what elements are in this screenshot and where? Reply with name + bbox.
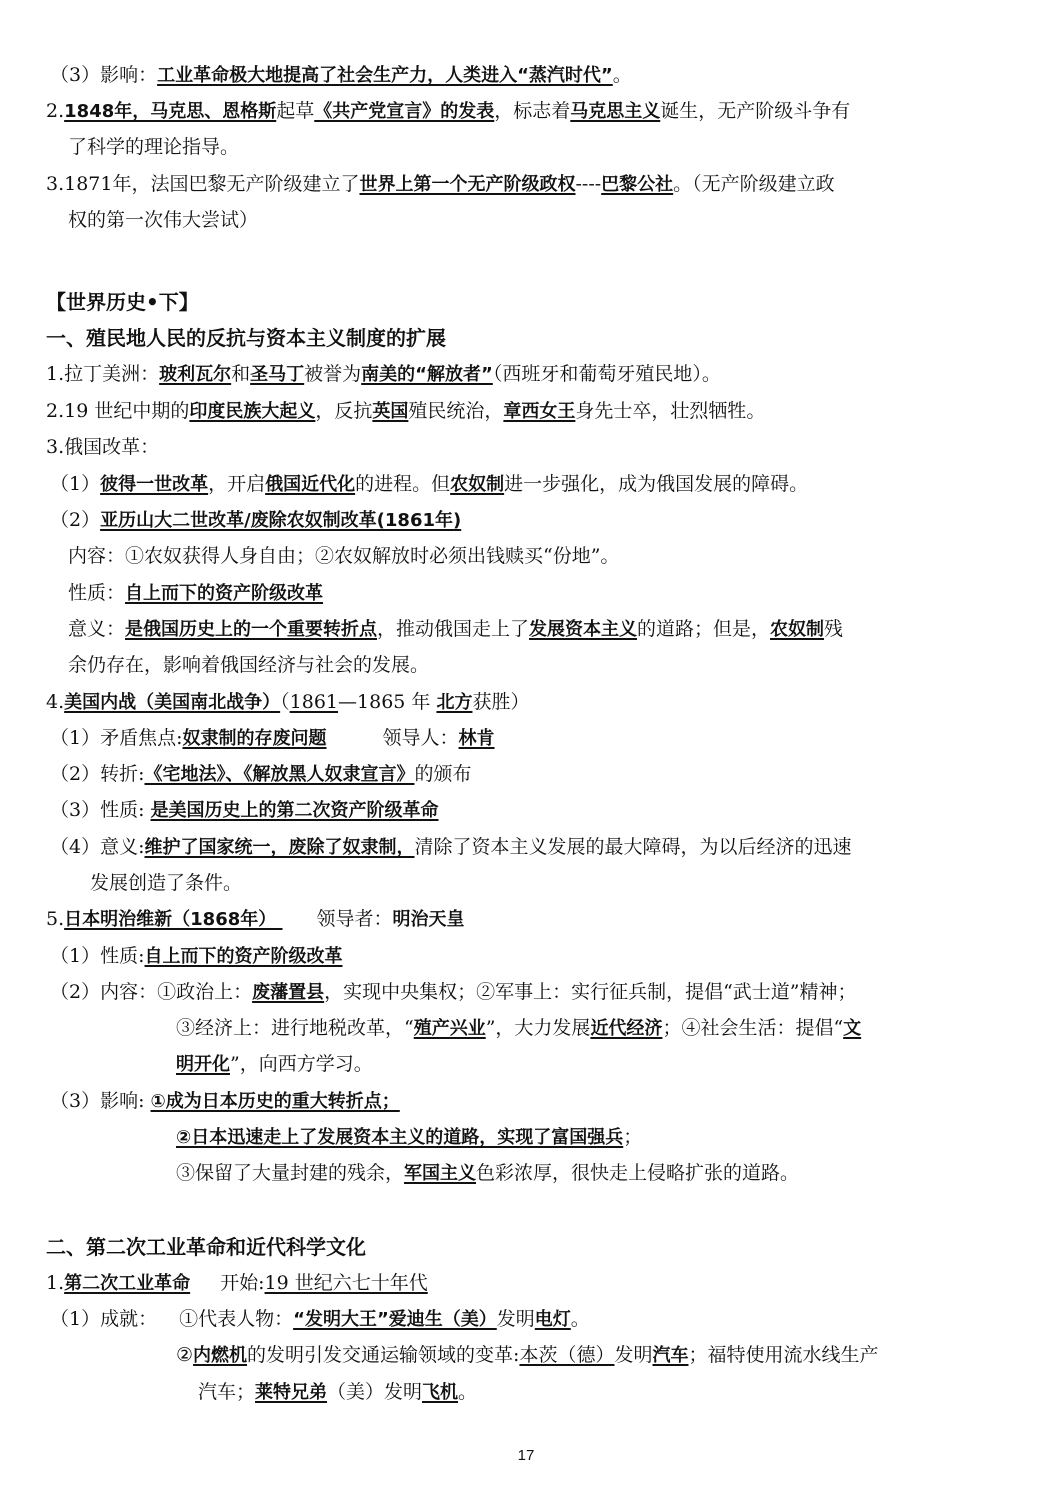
key-point: 印度民族大起义 — [189, 401, 316, 422]
key-point: 电灯 — [534, 1309, 571, 1330]
meiji-content — [50, 979, 857, 1006]
key-point: 是俄国历史上的一个重要转折点 — [125, 619, 378, 640]
communist-manifesto-line — [46, 98, 850, 125]
text: 色彩浓厚，很快走上侵略扩张的道路。 — [476, 1162, 800, 1184]
text: 3.1871年，法国巴黎无产阶级建立了 — [46, 173, 360, 195]
text: 发明 — [496, 1308, 535, 1330]
text: ③保留了大量封建的残余， — [176, 1162, 405, 1184]
text: （3）影响： — [50, 64, 158, 86]
key-point: 近代经济 — [590, 1018, 663, 1039]
meiji-impact — [50, 1088, 400, 1115]
meiji-restoration-line — [46, 906, 465, 933]
page-number: 17 — [517, 1447, 535, 1464]
text: 内容：①农奴获得人身自由；②农奴解放时必须出钱赎买“份地”。 — [68, 545, 620, 567]
american-civil-war-line — [46, 689, 529, 716]
alexander-reform-nature — [68, 580, 323, 607]
text: 残 — [824, 618, 844, 640]
key-point: 文 — [843, 1018, 862, 1039]
key-point: 《共产党宣言》的发表 — [314, 101, 495, 122]
key-point: 南美的“解放者” — [361, 364, 493, 385]
text: 的进程。但 — [355, 473, 451, 495]
text: （ — [280, 691, 290, 713]
text: 2. — [46, 100, 65, 122]
alexander-reform-content — [68, 543, 619, 569]
key-point: 汽车 — [652, 1345, 689, 1366]
key-point: 发展资本主义 — [529, 619, 638, 640]
section-1-title: 一、殖民地人民的反抗与资本主义制度的扩展 — [46, 326, 446, 350]
text: （1）成就： — [50, 1308, 158, 1330]
meiji-impact-2 — [176, 1124, 642, 1151]
key-point: 美国内战（美国南北战争） — [64, 692, 281, 713]
civil-war-focus — [50, 725, 495, 752]
text: 。 — [458, 1381, 478, 1403]
russia-reform-heading — [46, 434, 159, 460]
meiji-nature — [50, 943, 343, 970]
meiji-content-cont — [176, 1015, 861, 1042]
text: 汽车； — [198, 1381, 256, 1403]
key-point: 世界上第一个无产阶级政权 — [359, 174, 576, 195]
civil-war-nature — [50, 797, 439, 824]
key-point: 林肯 — [458, 728, 495, 749]
text: （3）影响: — [50, 1090, 151, 1112]
text: 。 — [570, 1308, 590, 1330]
meiji-impact-3 — [176, 1160, 799, 1187]
key-point: 英国 — [372, 401, 409, 422]
key-point: 自上而下的资产阶级改革 — [144, 946, 343, 967]
communist-manifesto-line-cont — [68, 134, 239, 160]
key-point: 本茨（德） — [519, 1344, 615, 1366]
key-point: 是美国历史上的第二次资产阶级革命 — [150, 800, 439, 821]
text: ①代表人物： — [179, 1308, 294, 1330]
meiji-content-cont2 — [176, 1051, 373, 1078]
key-point: 亚历山大二世改革/废除农奴制改革(1861年) — [100, 510, 462, 531]
text: （4）意义: — [50, 836, 145, 858]
key-point: 莱特兄弟 — [255, 1382, 328, 1403]
text: ，开启 — [208, 473, 266, 495]
text: （西班牙和葡萄牙殖民地）。 — [492, 363, 721, 385]
key-point: 内燃机 — [193, 1345, 248, 1366]
text: 的颁布 — [414, 763, 472, 785]
key-point: 农奴制 — [450, 474, 505, 495]
text: 1.拉丁美洲： — [46, 363, 160, 385]
text: 1. — [46, 1272, 65, 1294]
civil-war-turning-point — [50, 761, 472, 788]
key-point: 19 世纪六七十年代 — [264, 1272, 428, 1294]
key-point: “发明大王”爱迪生（美） — [293, 1309, 497, 1330]
text: （3）性质: — [50, 799, 151, 821]
text: ② — [176, 1344, 194, 1366]
text: —1865 年 — [338, 691, 437, 713]
alexander-reform-significance-cont — [68, 652, 429, 678]
key-point: ②日本迅速走上了发展资本主义的道路，实现了富国强兵 — [176, 1127, 624, 1148]
latin-america-line — [46, 361, 721, 388]
second-industrial-revolution-line — [46, 1270, 428, 1297]
text: 清除了资本主义发展的最大障碍，为以后经济的迅速 — [414, 836, 852, 858]
text: 的发明引发交通运输领域的变革: — [247, 1344, 520, 1366]
civil-war-significance-cont — [90, 870, 242, 896]
key-point: 奴隶制的存废问题 — [182, 728, 327, 749]
text: ；福特使用流水线生产 — [688, 1344, 879, 1366]
text: 。（无产阶级建立政 — [673, 173, 835, 195]
text: 意义： — [68, 618, 126, 640]
text: 5. — [46, 908, 65, 930]
achievements-line-2 — [176, 1342, 879, 1369]
text: 的道路；但是， — [637, 618, 771, 640]
text: 领导者： — [316, 908, 393, 930]
text: ③经济上：进行地税改革，“ — [176, 1017, 414, 1039]
key-point: 维护了国家统一，废除了奴隶制， — [144, 837, 415, 858]
text: ”，大力发展 — [485, 1017, 591, 1039]
key-point: 军国主义 — [404, 1163, 477, 1184]
civil-war-significance — [50, 834, 852, 861]
key-point: 废藩置县 — [252, 982, 325, 1003]
key-point: 殖产兴业 — [413, 1018, 486, 1039]
key-point: 日本明治维新（1868年） — [64, 909, 283, 930]
text: ”，向西方学习。 — [230, 1053, 373, 1075]
section-2-title: 二、第二次工业革命和近代科学文化 — [46, 1235, 366, 1259]
text: ；④社会生活：提倡“ — [662, 1017, 844, 1039]
text: （1）性质: — [50, 945, 145, 967]
text: （1）矛盾焦点: — [50, 727, 183, 749]
key-point: 1861 — [289, 691, 339, 713]
key-point: 玻利瓦尔 — [159, 364, 232, 385]
text: 身先士卒，壮烈牺牲。 — [575, 400, 766, 422]
key-point: 马克思主义 — [570, 101, 661, 122]
key-point: 巴黎公社 — [601, 174, 674, 195]
key-point: 俄国近代化 — [265, 474, 356, 495]
key-point: 明开化 — [176, 1054, 230, 1075]
text: 被誉为 — [304, 363, 362, 385]
text: 获胜） — [472, 691, 530, 713]
text: ； — [623, 1126, 643, 1148]
achievements-line — [50, 1306, 590, 1333]
achievements-line-3 — [198, 1379, 477, 1406]
key-point: 飞机 — [422, 1382, 459, 1403]
text: 发明 — [614, 1344, 653, 1366]
peter-reform-line — [50, 471, 808, 498]
key-point: 1848年，马克思、恩格斯 — [64, 101, 277, 122]
text: 起草 — [276, 100, 315, 122]
text: （2）转折: — [50, 763, 145, 785]
key-point: 彼得一世改革 — [100, 474, 209, 495]
paris-commune-line-cont — [68, 207, 258, 233]
india-uprising-line — [46, 398, 765, 425]
text: 2.19 世纪中期的 — [46, 400, 190, 422]
text: 4. — [46, 691, 65, 713]
key-point: 圣马丁 — [250, 364, 305, 385]
text: ，标志着 — [494, 100, 571, 122]
text: 殖民统治， — [408, 400, 504, 422]
text: ，反抗 — [315, 400, 373, 422]
key-point: ①成为日本历史的重大转折点； — [150, 1091, 400, 1112]
key-point: 农奴制 — [770, 619, 825, 640]
key-point: 第二次工业革命 — [64, 1273, 191, 1294]
text: 余仍存在，影响着俄国经济与社会的发展。 — [68, 654, 430, 676]
industrial-revolution-impact — [50, 62, 632, 89]
world-history-heading: 【世界历史•下】 — [46, 290, 199, 314]
text: 权的第一次伟大尝试） — [68, 209, 259, 231]
text: 了科学的理论指导。 — [68, 136, 240, 158]
text: ，推动俄国走上了 — [377, 618, 530, 640]
text: 。 — [612, 64, 632, 86]
alexander-reform-significance — [68, 616, 843, 643]
text: ---- — [575, 173, 602, 195]
key-point: 《宅地法》、《解放黑人奴隶宣言》 — [144, 764, 415, 785]
text: 诞生，无产阶级斗争有 — [660, 100, 851, 122]
text: 开始: — [220, 1272, 265, 1294]
text: 发展创造了条件。 — [90, 872, 243, 894]
key-point: 工业革命极大地提高了社会生产力，人类进入“蒸汽时代” — [157, 65, 613, 86]
text: 3.俄国改革： — [46, 436, 160, 458]
text: （2） — [50, 509, 101, 531]
key-point: 明治天皇 — [392, 909, 465, 930]
paris-commune-line — [46, 171, 835, 198]
text: 领导人： — [382, 727, 459, 749]
text: （美）发明 — [327, 1381, 423, 1403]
key-point: 北方 — [436, 692, 473, 713]
alexander-reform-line — [50, 507, 461, 534]
key-point: 章西女王 — [503, 401, 576, 422]
text: 性质： — [68, 582, 126, 604]
key-point: 自上而下的资产阶级改革 — [125, 583, 324, 604]
text: 进一步强化，成为俄国发展的障碍。 — [504, 473, 809, 495]
text: ，实现中央集权；②军事上：实行征兵制，提倡“武士道”精神； — [324, 981, 857, 1003]
text: （1） — [50, 473, 101, 495]
text: 和 — [231, 363, 251, 385]
text: （2）内容：①政治上： — [50, 981, 253, 1003]
